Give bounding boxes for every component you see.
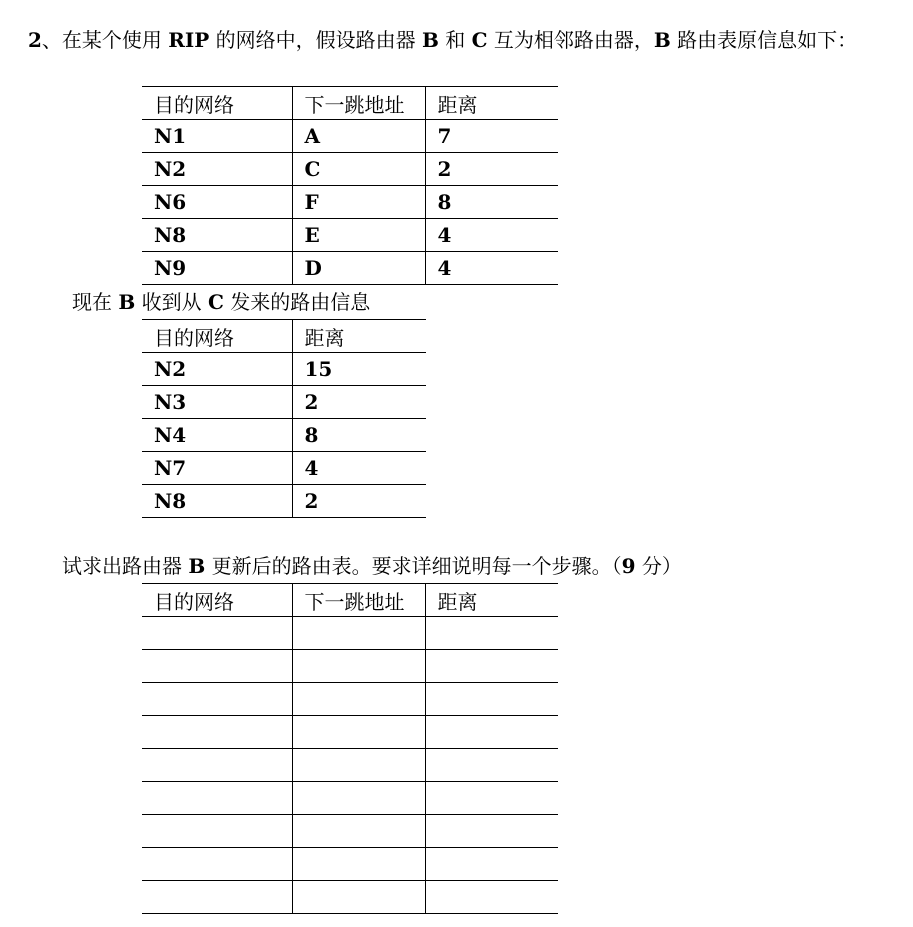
- table-row: [142, 252, 558, 285]
- next-hop-cell: [292, 617, 425, 650]
- dest-network-cell: N1: [142, 120, 292, 153]
- distance-cell: 7: [425, 120, 558, 153]
- distance-cell: [425, 617, 558, 650]
- dest-network-cell: N9: [142, 252, 292, 285]
- distance-cell: [425, 815, 558, 848]
- header-next-hop: 下一跳地址: [292, 584, 425, 617]
- distance-cell: 2: [292, 386, 426, 419]
- empty-answer-row: [142, 881, 558, 914]
- next-hop-cell: F: [292, 186, 425, 219]
- next-hop-cell: [292, 782, 425, 815]
- empty-answer-row: [142, 683, 558, 716]
- router-b-original-table: [142, 86, 558, 285]
- table-row: [142, 485, 426, 518]
- dest-network-cell: [142, 617, 292, 650]
- received-info-text: 现在 B 收到从 C 发来的路由信息: [72, 290, 371, 314]
- next-hop-cell: C: [292, 153, 425, 186]
- dest-network-cell: N2: [142, 153, 292, 186]
- dest-network-cell: N8: [142, 219, 292, 252]
- next-hop-cell: [292, 815, 425, 848]
- next-hop-cell: A: [292, 120, 425, 153]
- distance-cell: 4: [425, 252, 558, 285]
- next-hop-cell: E: [292, 219, 425, 252]
- dest-network-cell: N6: [142, 186, 292, 219]
- dest-network-cell: [142, 782, 292, 815]
- header-distance: 距离: [425, 584, 558, 617]
- distance-cell: 2: [292, 485, 426, 518]
- distance-cell: 8: [425, 186, 558, 219]
- table-row: [142, 120, 558, 153]
- dest-network-cell: [142, 650, 292, 683]
- header-next-hop: 下一跳地址: [292, 87, 425, 120]
- dest-network-cell: N2: [142, 353, 292, 386]
- header-dest-network: 目的网络: [142, 87, 292, 120]
- dest-network-cell: [142, 881, 292, 914]
- router-c-advert-table: [142, 319, 426, 518]
- header-dest-network: 目的网络: [142, 584, 292, 617]
- distance-cell: [425, 848, 558, 881]
- distance-cell: [425, 881, 558, 914]
- dest-network-cell: N7: [142, 452, 292, 485]
- table-header-row: [142, 87, 558, 120]
- distance-cell: [425, 749, 558, 782]
- next-hop-cell: [292, 749, 425, 782]
- dest-network-cell: [142, 815, 292, 848]
- dest-network-cell: [142, 683, 292, 716]
- distance-cell: 4: [292, 452, 426, 485]
- distance-cell: 2: [425, 153, 558, 186]
- table-row: [142, 452, 426, 485]
- dest-network-cell: [142, 848, 292, 881]
- table-row: [142, 186, 558, 219]
- next-hop-cell: D: [292, 252, 425, 285]
- next-hop-cell: [292, 650, 425, 683]
- distance-cell: [425, 716, 558, 749]
- table-header-row: [142, 584, 558, 617]
- table-row: [142, 219, 558, 252]
- next-hop-cell: [292, 716, 425, 749]
- next-hop-cell: [292, 848, 425, 881]
- distance-cell: 4: [425, 219, 558, 252]
- question-text: 2、在某个使用 RIP 的网络中，假设路由器 B 和 C 互为相邻路由器，B 路由表原信息如下：: [28, 28, 858, 52]
- table-row: [142, 353, 426, 386]
- empty-answer-row: [142, 848, 558, 881]
- empty-answer-row: [142, 815, 558, 848]
- distance-cell: [425, 650, 558, 683]
- empty-answer-row: [142, 716, 558, 749]
- header-dest-network: 目的网络: [142, 320, 292, 353]
- table-row: [142, 386, 426, 419]
- header-distance: 距离: [425, 87, 558, 120]
- distance-cell: [425, 782, 558, 815]
- next-hop-cell: [292, 683, 425, 716]
- dest-network-cell: [142, 716, 292, 749]
- header-distance: 距离: [292, 320, 426, 353]
- table-row: [142, 153, 558, 186]
- dest-network-cell: N4: [142, 419, 292, 452]
- dest-network-cell: N3: [142, 386, 292, 419]
- question-number: 2: [28, 28, 42, 52]
- next-hop-cell: [292, 881, 425, 914]
- dest-network-cell: [142, 749, 292, 782]
- router-b-updated-table: [142, 583, 558, 914]
- empty-answer-row: [142, 650, 558, 683]
- dest-network-cell: N8: [142, 485, 292, 518]
- empty-answer-row: [142, 617, 558, 650]
- empty-answer-row: [142, 749, 558, 782]
- distance-cell: [425, 683, 558, 716]
- table-header-row: [142, 320, 426, 353]
- task-text: 试求出路由器 B 更新后的路由表。要求详细说明每一个步骤。（9 分）: [62, 554, 682, 578]
- distance-cell: 15: [292, 353, 426, 386]
- table-row: [142, 419, 426, 452]
- distance-cell: 8: [292, 419, 426, 452]
- empty-answer-row: [142, 782, 558, 815]
